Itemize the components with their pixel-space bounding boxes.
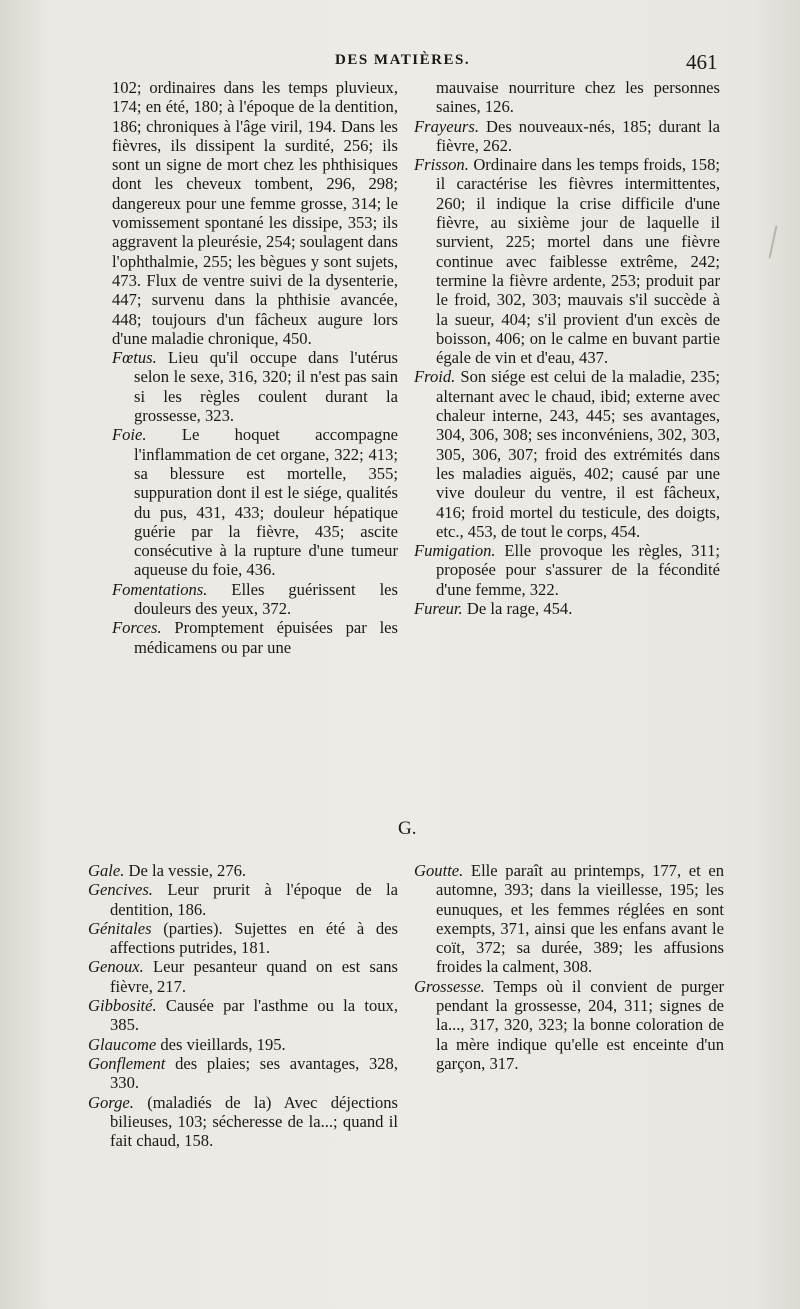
entry-headword: Gale. [88,861,125,880]
entry-text: (maladiés de la) Avec déjections bilieuses, 103; sécheresse de la...; quand il fait chaud, 158. [110,1092,398,1151]
entry-text: des vieillards, 195. [156,1034,286,1054]
entry-text: Leur pesanteur quand on est sans fièvre, 217. [110,957,398,996]
entry-headword: Goutte. [414,861,464,880]
entry-headword: Frayeurs. [414,116,479,136]
entry-headword: Glaucome [88,1034,157,1054]
index-entry [414,117,720,156]
entry-headword: Forces. [112,618,162,638]
entry-text: (parties). Sujettes en été à des affections putrides, 181. [110,918,398,958]
index-entry [414,599,720,618]
entry-text: Leur prurit à l'époque de la dentition, 186. [110,880,398,919]
running-head [0,50,800,74]
entry-headword: Froid. [414,367,456,387]
index-entry [88,957,398,996]
entry-text: Son siége est celui de la maladie, 235; alternant avec le chaud, ibid; externe avec chaleur interne, 243, 445; ses avantages, 304, 306, 308; ses inconvéniens, 302, 303, 305, 306, 307; froid des extrémités dans les maladies aiguës, 402; causé par une vive douleur du ventre, il est fâcheux, 416; froid mortel du testicule, des doigts, etc., 453, de tout le corps, 454. [436,367,720,541]
entry-text: Causée par l'asthme ou la toux, 385. [110,996,398,1035]
entry-text: Lieu qu'il occupe dans l'utérus selon le sexe, 316, 320; il n'est pas sain si les règles coulent durant la grossesse, 323. [134,348,398,426]
entry-text: Le hoquet accompagne l'inflammation de cet organe, 322; 413; sa blessure est mortelle, 355; suppuration dont il est le siége, qualités du pus, 431, 433; douleur hépatique guérie par la fièvre, 435; ascite consécutive à la rupture d'une tumeur aqueuse du foie, 436. [134,425,398,580]
column-right-f [414,78,720,618]
index-entry [88,919,398,958]
entry-text: Promptement épuisées par les médicamens ou par une [134,618,398,657]
entry-text: Elle provoque les règles, 311; proposée pour s'assurer de la fécondité d'une femme, 322. [436,541,720,599]
entry-headword: Frisson. [414,155,469,175]
column-right-g [414,861,724,1073]
index-entry [88,1093,398,1151]
page-number: 461 [686,50,718,74]
column-left-f [112,78,398,657]
index-entry [88,1054,398,1093]
entry-headword: Gorge. [88,1092,134,1112]
entry-text: Ordinaire dans les temps froids, 158; il caractérise les fièvres intermittentes, 260; il indique la crise difficile d'une fièvre, au sixième jour de laquelle il survient, 225; mortel dans une fièvre continue avec faiblesse extrême, 242; termine la fièvre ardente, 253; produit par le froid, 302, 303; mauvais s'il succède à la sueur, 404; s'il provient d'un excès de boisson, 406; on le calme en buvant partie égale de vin et d'eau, 437. [436,155,720,368]
entry-headword: Fomentations. [112,579,208,599]
index-entry [414,541,720,599]
entry-text: Des nouveaux-nés, 185; durant la fièvre, 262. [436,116,720,155]
entry-headword: Fumigation. [414,541,496,561]
entry-headword: Genoux. [88,957,144,977]
index-entry [88,880,398,919]
index-entry [414,367,720,541]
index-entry [88,996,398,1035]
entry-headword: Génitales [88,918,152,938]
continued-entry-text: 102; ordinaires dans les temps pluvieux, 174; en été, 180; à l'époque de la dentition, 186; chroniques à l'âge viril, 194. Dans les fièvres, ils dissipent la surdité, 256; ils sont un signe de mort chez les phthisiques dont les cheveux tombent, 296, 298; dangereux pour une femme grosse, 314; le vomissement spontané les dissipe, 353; ils aggravent la pleurésie, 254; soulagent dans l'ophthalmie, 255; les bègues y sont sujets, 473. Flux de ventre suivi de la dysenterie, 447; survenu dans la phthisie avancée, 448; toujours d'un fâcheux augure lors d'une maladie chronique, 450. [112,78,398,348]
continued-entry-text: mauvaise nourriture chez les personnes saines, 126. [436,78,720,117]
section-heading-letter: G. [398,818,417,839]
entry-text: Elle paraît au printemps, 177, et en automne, 393; dans la vieillesse, 195; les eunuques, et les femmes réglées en sont exempts, 371, ainsi que les enfans avant le coït, 372; sa durée, 389; les affusions froides la calment, 308. [436,861,724,977]
entry-headword: Gencives. [88,880,153,900]
index-entry [414,155,720,367]
entry-headword: Gonflement [88,1053,166,1073]
entry-text: De la vessie, 276. [124,861,247,880]
index-entry [112,425,398,579]
index-entry [88,861,398,880]
index-entry [88,1035,398,1054]
entry-headword: Fœtus. [112,348,157,368]
entry-headword: Grossesse. [414,976,485,996]
index-entry [112,618,398,657]
entry-text: Elles guérissent les douleurs des yeux, 372. [134,579,398,619]
entry-headword: Gibbosité. [88,996,157,1016]
running-title: DES MATIÈRES. [335,52,471,68]
entry-text: des plaies; ses avantages, 328, 330. [110,1053,398,1093]
entry-headword: Foie. [112,425,147,445]
index-entry [414,861,724,977]
index-entry [112,348,398,425]
margin-blemish [768,225,777,259]
entry-text: De la rage, 454. [462,599,573,619]
index-entry [112,580,398,619]
entry-text: Temps où il convient de purger pendant la grossesse, 204, 311; signes de la..., 317, 320, 323; la bonne coloration de la mère indique qu'elle est enceinte d'un garçon, 317. [436,976,724,1073]
index-entry [414,977,724,1073]
entry-headword: Fureur. [414,599,463,619]
column-left-g [88,861,398,1150]
